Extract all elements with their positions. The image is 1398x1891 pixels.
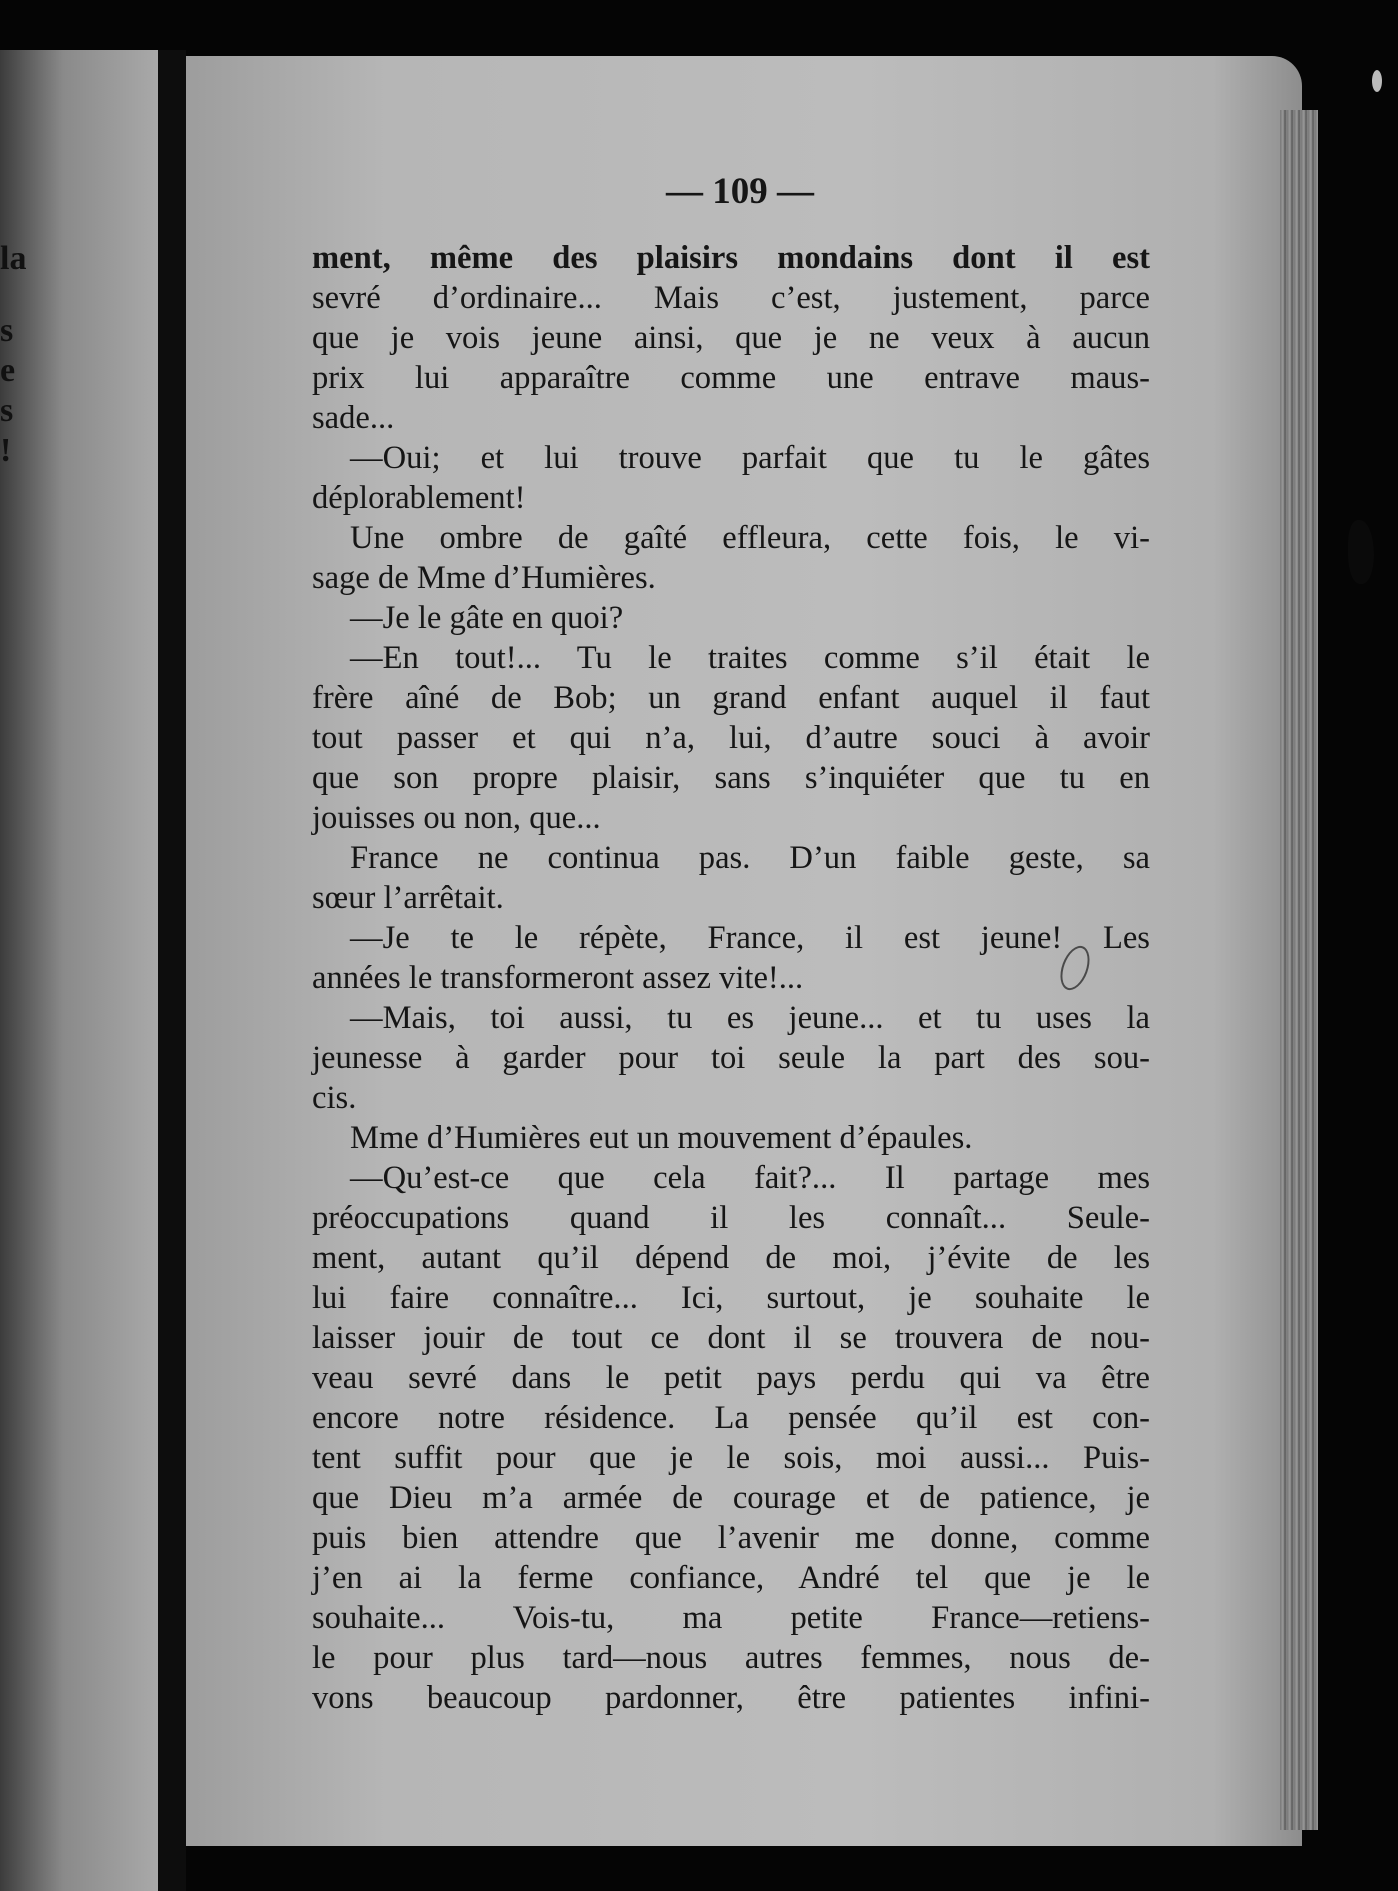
text-line: veau sevré dans le petit pays perdu qui va être bbox=[312, 1360, 1150, 1396]
text-line: que Dieu m’a armée de courage et de patience, je bbox=[312, 1480, 1150, 1516]
ink-blot bbox=[1348, 520, 1374, 584]
text-line: sage de Mme d’Humières. bbox=[312, 560, 656, 596]
text-line: que son propre plaisir, sans s’inquiéter que tu en bbox=[312, 760, 1150, 796]
text-line: années le transformeront assez vite!... bbox=[312, 960, 804, 996]
text-line: déplorablement! bbox=[312, 480, 526, 516]
text-line: —Je te le répète, France, il est jeune! Les bbox=[350, 920, 1150, 956]
page-stack-edge bbox=[1280, 110, 1318, 1830]
text-line: —Mais, toi aussi, tu es jeune... et tu uses la bbox=[350, 1000, 1150, 1036]
text-line: frère aîné de Bob; un grand enfant auquel il faut bbox=[312, 680, 1150, 716]
text-line: —Je le gâte en quoi? bbox=[350, 600, 624, 636]
text-line: ment, même des plaisirs mondains dont il est bbox=[312, 240, 1150, 276]
text-line: j’en ai la ferme confiance, André tel que je le bbox=[312, 1560, 1150, 1596]
text-line: tent suffit pour que je le sois, moi aussi... Puis- bbox=[312, 1440, 1150, 1476]
book-gutter bbox=[158, 50, 186, 1891]
text-line: ment, autant qu’il dépend de moi, j’évite de les bbox=[312, 1240, 1150, 1276]
text-line: tout passer et qui n’a, lui, d’autre souci à avoir bbox=[312, 720, 1150, 756]
text-line: sœur l’arrêtait. bbox=[312, 880, 504, 916]
text-line: vons beaucoup pardonner, être patientes infini- bbox=[312, 1680, 1150, 1716]
text-line: —Oui; et lui trouve parfait que tu le gâtes bbox=[350, 440, 1150, 476]
text-line: prix lui apparaître comme une entrave maus- bbox=[312, 360, 1150, 396]
left-page-edge bbox=[0, 50, 158, 1891]
text-line: Une ombre de gaîté effleura, cette fois, le vi- bbox=[350, 520, 1150, 556]
text-line: souhaite... Vois-tu, ma petite France—retiens- bbox=[312, 1600, 1150, 1636]
text-line: encore notre résidence. La pensée qu’il est con- bbox=[312, 1400, 1150, 1436]
body-text bbox=[312, 238, 1150, 1718]
left-page-fragment: la bbox=[0, 240, 27, 277]
text-line: cis. bbox=[312, 1080, 357, 1116]
left-page-fragment: s bbox=[0, 312, 14, 349]
text-line: lui faire connaître... Ici, surtout, je souhaite le bbox=[312, 1280, 1150, 1316]
text-line: jeunesse à garder pour toi seule la part des sou- bbox=[312, 1040, 1150, 1076]
text-line: France ne continua pas. D’un faible geste, sa bbox=[350, 840, 1150, 876]
text-line: —Qu’est-ce que cela fait?... Il partage mes bbox=[350, 1160, 1150, 1196]
text-line: Mme d’Humières eut un mouvement d’épaules. bbox=[350, 1120, 973, 1156]
text-line: que je vois jeune ainsi, que je ne veux à aucun bbox=[312, 320, 1150, 356]
text-line: sade... bbox=[312, 400, 395, 436]
edge-mark bbox=[1372, 70, 1382, 92]
text-line: préoccupations quand il les connaît... Seule- bbox=[312, 1200, 1150, 1236]
text-line: sevré d’ordinaire... Mais c’est, justement, parce bbox=[312, 280, 1150, 316]
text-line: le pour plus tard—nous autres femmes, nous de- bbox=[312, 1640, 1150, 1676]
left-page-fragment: s bbox=[0, 392, 14, 429]
text-line: jouisses ou non, que... bbox=[312, 800, 601, 836]
page-number: — 109 — bbox=[666, 171, 814, 212]
text-line: laisser jouir de tout ce dont il se trouvera de nou- bbox=[312, 1320, 1150, 1356]
left-page-fragment: e bbox=[0, 352, 16, 389]
text-line: puis bien attendre que l’avenir me donne, comme bbox=[312, 1520, 1150, 1556]
text-line: —En tout!... Tu le traites comme s’il était le bbox=[350, 640, 1150, 676]
left-page-fragment: ! bbox=[0, 432, 12, 469]
